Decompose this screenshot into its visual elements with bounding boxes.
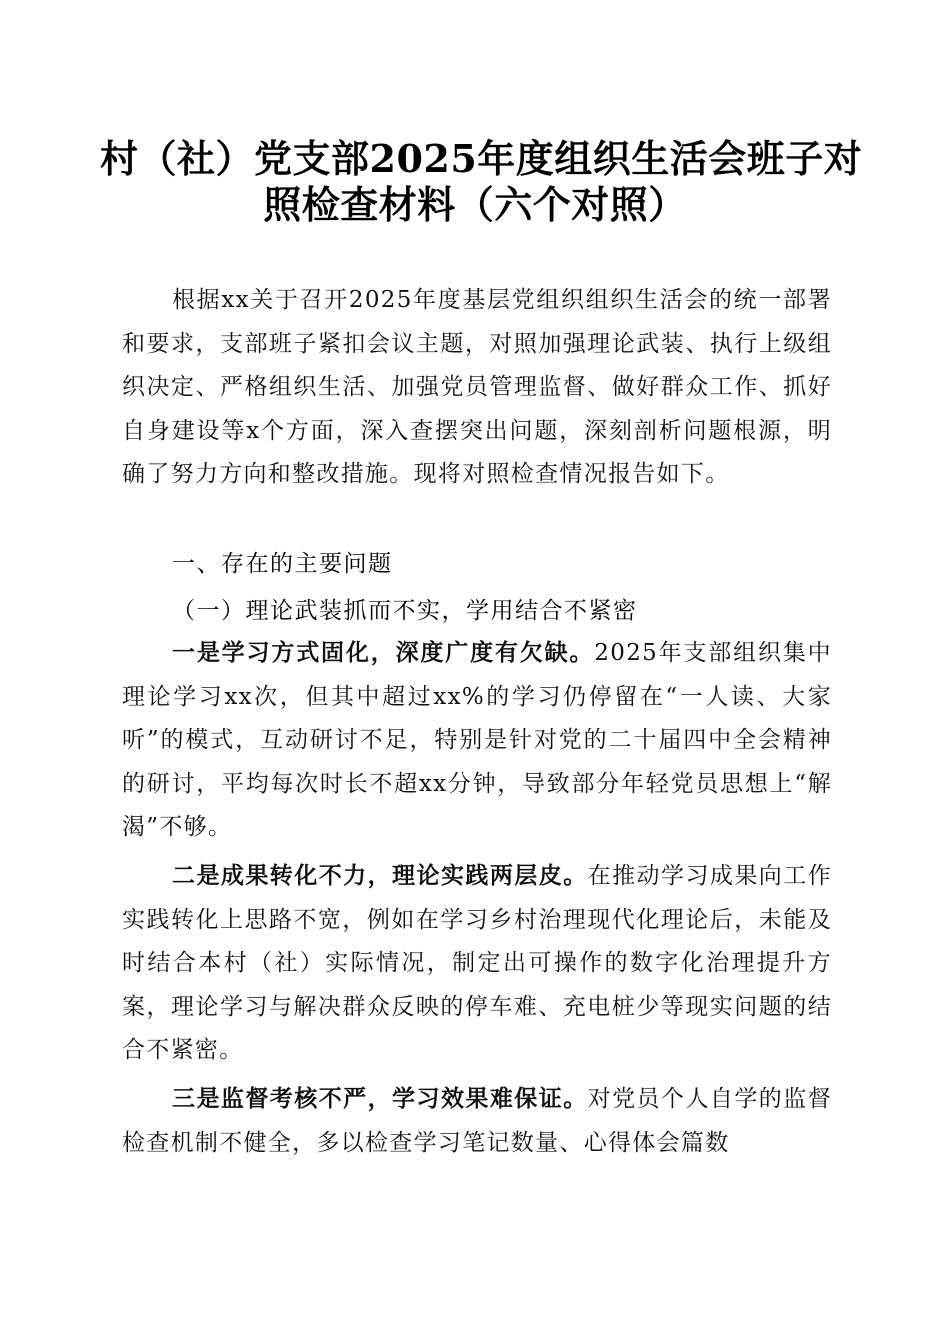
problem-item-2-lead: 二是成果转化不力，理论实践两层皮。: [172, 862, 588, 889]
problem-item-2: [122, 854, 832, 1073]
problem-item-1-lead: 一是学习方式固化，深度广度有欠缺。: [172, 639, 595, 666]
problem-item-3: [122, 1077, 832, 1165]
intro-paragraph: 根据xx关于召开2025年度基层党组织组织生活会的统一部署和要求，支部班子紧扣会议主题，对照加强理论武装、执行上级组织决定、严格组织生活、加强党员管理监督、做好群众工作、抓好自身建设等x个方面，深入查摆突出问题，深刻剖析问题根源，明确了努力方向和整改措施。现将对照检查情况报告如下。: [122, 287, 832, 487]
problem-item-3-text: 对党员个人自学的监督检查机制不健全，多以检查学习笔记数量、心得体会篇数: [122, 1086, 833, 1156]
subsection-heading-theory: （一）理论武装抓而不实，学用结合不紧密: [172, 598, 638, 624]
document-title-line2: 照检查材料（六个对照）: [263, 182, 687, 227]
problem-item-1: [122, 631, 832, 850]
problem-item-3-lead: 三是监督考核不严，学习效果难保证。: [172, 1085, 588, 1112]
document-title-line1: 村（社）党支部2025年度组织生活会班子对: [100, 136, 863, 181]
problem-item-1-text: 2025年支部组织集中理论学习xx次，但其中超过xx%的学习仍停留在“一人读、大家听”的模式，互动研讨不足，特别是针对党的二十届四中全会精神的研讨，平均每次时长不超xx分钟，导致部分年轻党员思想上“解渴”不够。: [122, 640, 832, 840]
section-heading-problems: 一、存在的主要问题: [172, 551, 393, 577]
problem-item-2-text: 在推动学习成果向工作实践转化上思路不宽，例如在学习乡村治理现代化理论后，未能及时结合本村（社）实际情况，制定出可操作的数字化治理提升方案，理论学习与解决群众反映的停车难、充电桩少等现实问题的结合不紧密。: [122, 863, 833, 1063]
